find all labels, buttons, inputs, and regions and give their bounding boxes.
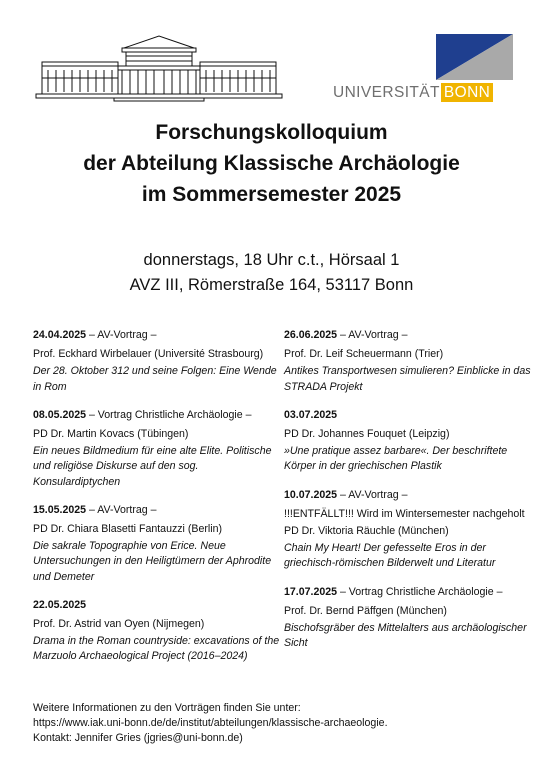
lecture-type: – AV-Vortrag – <box>86 503 157 516</box>
lecture-entry <box>284 585 534 652</box>
lecture-speaker: Prof. Dr. Astrid van Oyen (Nijmegen) <box>33 618 205 631</box>
lecture-date: 03.07.2025 <box>284 408 338 421</box>
lecture-date: 10.07.2025 <box>284 488 338 501</box>
lecture-type: – AV-Vortrag – <box>337 488 408 501</box>
lecture-cancellation-note: !!!ENTFÄLLT!!! Wird im Wintersemester nachgeholt <box>284 507 525 520</box>
program-column-left <box>33 328 283 678</box>
lecture-title: Drama in the Roman countryside: excavations of the Marzuolo Archaeological Project (2016–2024) <box>33 635 280 663</box>
footer-contact: Kontakt: Jennifer Gries (jgries@uni-bonn.de) <box>33 732 243 744</box>
logo-bonn-text: BONN <box>441 83 493 102</box>
title-line: Forschungskolloquium <box>155 121 388 144</box>
university-logo <box>333 34 513 102</box>
title-line: der Abteilung Klassische Archäologie <box>83 152 460 175</box>
lecture-date: 26.06.2025 <box>284 329 338 341</box>
lecture-entry <box>33 408 283 490</box>
lecture-title: »Une pratique assez barbare«. Der beschriftete Körper in der griechischen Plastik <box>284 445 508 473</box>
logo-graphic <box>436 34 513 80</box>
lecture-speaker: PD Dr. Chiara Blasetti Fantauzzi (Berlin) <box>33 523 222 536</box>
museum-building-drawing <box>34 32 284 102</box>
lecture-entry <box>284 408 534 475</box>
title-line: im Sommersemester 2025 <box>141 183 402 206</box>
footer-info <box>33 701 533 746</box>
lecture-title: Die sakrale Topographie von Erice. Neue Untersuchungen in den Heiligtümern der Aphrodite und Demeter <box>33 540 272 583</box>
page-title <box>0 117 543 210</box>
lecture-date: 15.05.2025 <box>33 503 87 516</box>
venue-info <box>0 248 543 298</box>
lecture-title: Bischofsgräber des Mittelalters aus archäologischer Sicht <box>284 622 527 650</box>
lecture-title: Antikes Transportwesen simulieren? Einblicke in das STRADA Projekt <box>284 365 531 393</box>
address-line: AVZ III, Römerstraße 164, 53117 Bonn <box>129 276 414 294</box>
footer-info-line: Weitere Informationen zu den Vorträgen finden Sie unter: <box>33 702 301 714</box>
lecture-type: – AV-Vortrag – <box>86 329 157 341</box>
lecture-date: 24.04.2025 <box>33 329 87 341</box>
footer-url: https://www.iak.uni-bonn.de/de/institut/abteilungen/klassische-archaeologie. <box>33 717 388 729</box>
lecture-type: – Vortrag Christliche Archäologie – <box>86 408 252 421</box>
logo-wordmark <box>333 83 513 102</box>
logo-university-text: UNIVERSITÄT <box>333 84 440 101</box>
lecture-title: Chain My Heart! Der gefesselte Eros in der griechisch-römischen Bilderwelt und Literatur <box>284 542 496 570</box>
lecture-type: – AV-Vortrag – <box>337 329 408 341</box>
lecture-entry <box>284 328 534 395</box>
lecture-title: Ein neues Bildmedium für eine alte Elite. Politische und religiöse Diskurse auf den sog. Konsulardiptychen <box>33 445 272 488</box>
lecture-speaker: Prof. Eckhard Wirbelauer (Université Strasbourg) <box>33 348 264 361</box>
schedule-line: donnerstags, 18 Uhr c.t., Hörsaal 1 <box>143 251 400 269</box>
lecture-date: 22.05.2025 <box>33 598 87 611</box>
lecture-date: 17.07.2025 <box>284 585 338 598</box>
lecture-speaker: PD Dr. Martin Kovacs (Tübingen) <box>33 428 189 441</box>
lecture-title: Der 28. Oktober 312 und seine Folgen: Eine Wende in Rom <box>33 365 277 393</box>
lecture-speaker: PD Dr. Johannes Fouquet (Leipzig) <box>284 428 450 441</box>
lecture-speaker: Prof. Dr. Bernd Päffgen (München) <box>284 604 447 617</box>
lecture-speaker: Prof. Dr. Leif Scheuermann (Trier) <box>284 348 444 361</box>
lecture-entry <box>33 598 283 665</box>
lecture-type: – Vortrag Christliche Archäologie – <box>337 585 503 598</box>
lecture-speaker: PD Dr. Viktoria Räuchle (München) <box>284 525 449 538</box>
lecture-entry <box>33 328 283 395</box>
lecture-entry <box>33 503 283 585</box>
lecture-date: 08.05.2025 <box>33 408 87 421</box>
program-column-right <box>284 328 534 664</box>
lecture-entry <box>284 488 534 572</box>
